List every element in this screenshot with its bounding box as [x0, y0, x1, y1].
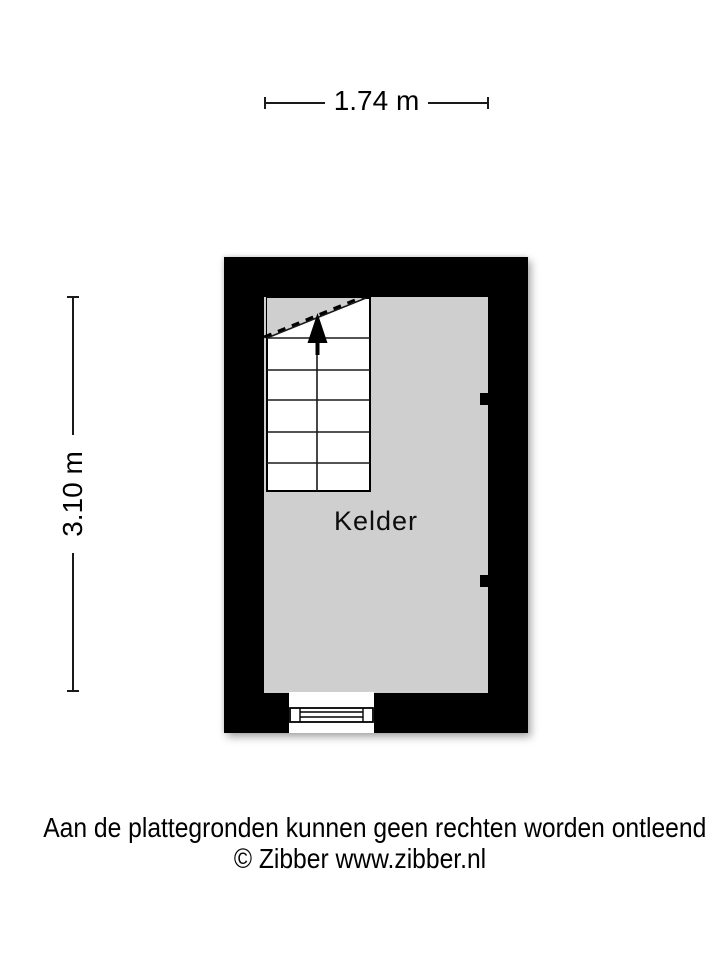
room-label: Kelder [333, 506, 419, 536]
credit-text: © Zibber www.zibber.nl [233, 843, 487, 874]
wall-stub [480, 393, 488, 405]
dimension-height [57, 296, 88, 692]
dimension-line [428, 102, 487, 104]
dimension-line [72, 298, 74, 435]
staircase [266, 297, 371, 492]
floorplan-drawing [224, 257, 528, 733]
wall-stub [480, 575, 488, 587]
footer [0, 812, 720, 874]
window-frame [290, 708, 373, 722]
dimension-width [264, 85, 489, 116]
dimension-line [266, 102, 325, 104]
dimension-line [72, 553, 74, 690]
dimension-height-label-box [57, 435, 88, 553]
disclaimer-text: Aan de plattegronden kunnen geen rechten worden ontleend [43, 812, 707, 843]
dimension-tick-icon [67, 690, 79, 692]
dimension-height-label: 3.10 m [57, 451, 88, 537]
window-symbol [289, 692, 374, 733]
dimension-width-label: 1.74 m [333, 85, 420, 116]
dimension-tick-icon [487, 97, 489, 109]
